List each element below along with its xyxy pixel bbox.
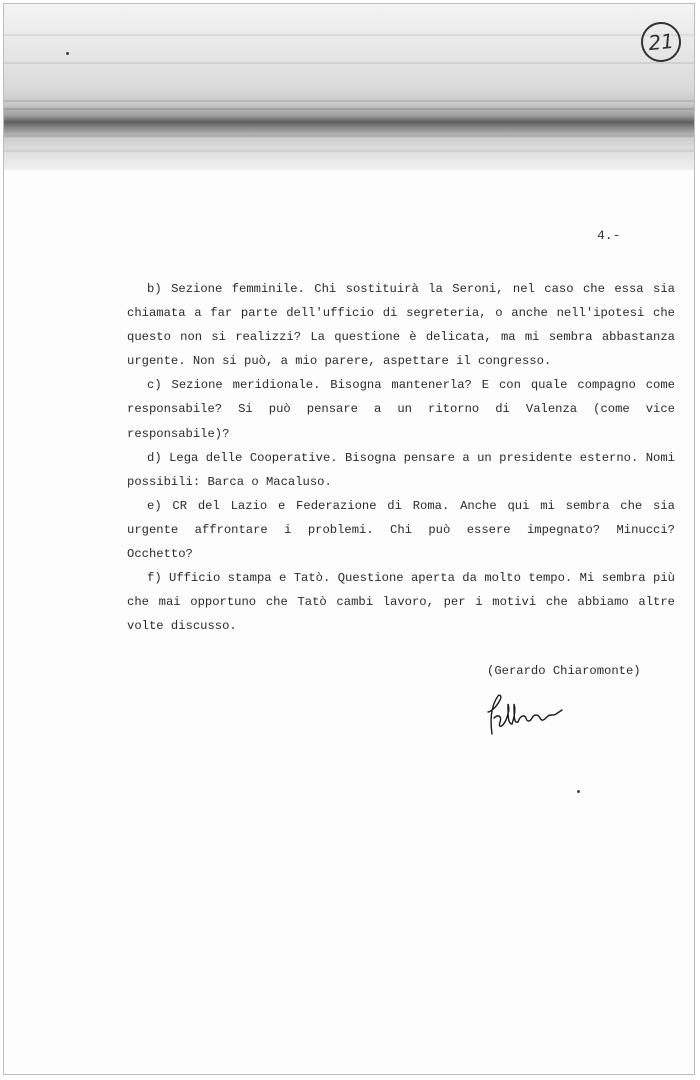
paragraph-cr-lazio: e) CR del Lazio e Federazione di Roma. Anche qui mi sembra che sia urgente affrontare i problemi. Chi può essere impegnato? Minucci? Occhetto? <box>127 498 675 562</box>
letter-body <box>127 277 675 638</box>
signatory-name: (Gerardo Chiaromonte) <box>487 664 641 678</box>
page-number: 4.- <box>597 228 621 243</box>
paragraph-lega-cooperative: d) Lega delle Cooperative. Bisogna pensare a un presidente esterno. Nomi possibili: Barca o Macaluso. <box>127 450 675 489</box>
ink-speck <box>66 52 69 55</box>
ink-speck <box>577 790 580 793</box>
paragraph-sezione-femminile: b) Sezione femminile. Chi sostituirà la Seroni, nel caso che essa sia chiamata a far parte dell'ufficio di segreteria, o anche nell'ipotesi che questo non si realizzi? La questione è delicata, ma mi sembra abbastanza urgente. Non si può, a mio parere, aspettare il congresso. <box>127 282 675 369</box>
paragraph-sezione-meridionale: c) Sezione meridionale. Bisogna mantenerla? E con quale compagno come responsabile? Si può pensare a un ritorno di Valenza (come vice responsabile)? <box>127 378 675 441</box>
scan-artifact-band <box>4 4 694 170</box>
paragraph-ufficio-stampa: f) Ufficio stampa e Tatò. Questione aperta da molto tempo. Mi sembra più che mai opportuno che Tatò cambi lavoro, per i motivi che abbiamo altre volte discusso. <box>127 571 675 634</box>
signature-scribble <box>484 690 574 742</box>
handwritten-signature <box>484 690 574 747</box>
archive-number-stamp: 21 <box>639 20 683 64</box>
